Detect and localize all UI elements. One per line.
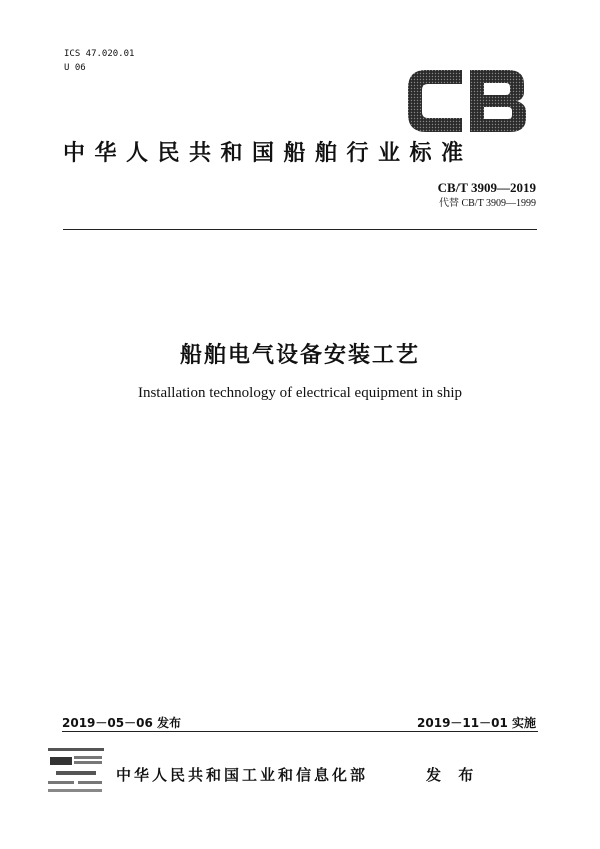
publish-label: 发 布 [426,766,480,784]
standard-code: CB/T 3909—2019 [437,180,536,195]
standard-code-block [438,180,536,212]
ccs-code: U 06 [64,63,86,73]
ics-code: ICS 47.020.01 [64,49,135,59]
document-title-cn: 船舶电气设备安装工艺 [179,343,420,368]
classification-codes [64,47,134,75]
footer-divider [62,731,538,732]
cb-logo [404,66,530,136]
publisher-name: 中华人民共和国工业和信息化部 [116,766,369,784]
standard-category-title: 中华人民共和国船舶行业标准 [63,141,473,166]
anti-counterfeit-stamp [48,747,104,795]
issue-date: 2019－05－06 发布 [62,716,181,730]
replaces-code: 代替 CB/T 3909—1999 [438,198,536,209]
document-title-en: Installation technology of electrical equipment in ship [137,385,463,401]
header-divider [63,229,537,230]
implementation-date: 2019－11－01 实施 [417,716,536,730]
